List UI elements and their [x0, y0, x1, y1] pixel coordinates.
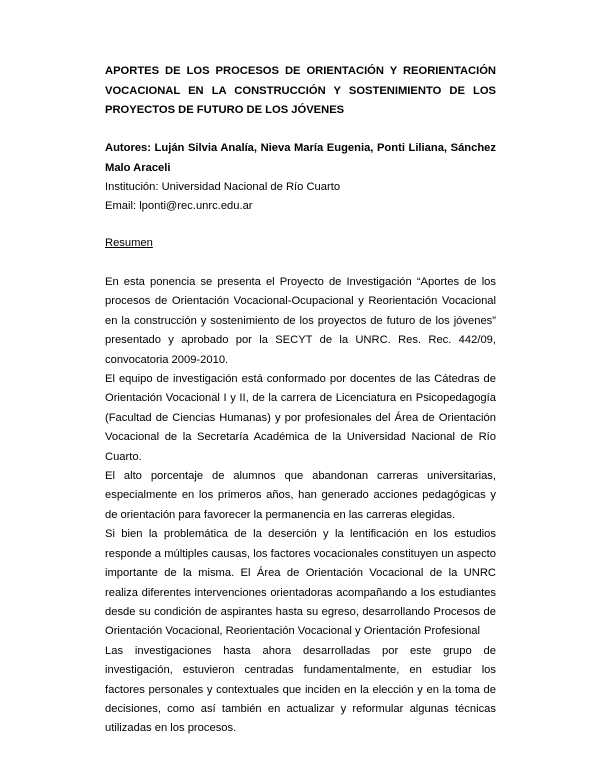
section-heading-resumen: Resumen	[105, 237, 153, 249]
abstract-paragraph-1: En esta ponencia se presenta el Proyecto de Investigación “Aportes de los procesos de Orientación Vocacional-Ocupacional y Reorientación Vocacional en la construcción y sostenimiento de los proyectos de futuro de los jóvenes” presentado y aprobado por la SECYT de la UNRC. Res. Rec. 442/09, convocatoria 2009-2010.	[105, 276, 496, 366]
authors-line: Autores: Luján Silvia Analía, Nieva María Eugenia, Ponti Liliana, Sánchez Malo Araceli	[105, 142, 496, 174]
email-line: Email: lponti@rec.unrc.edu.ar	[105, 200, 253, 212]
abstract-paragraph-5: Las investigaciones hasta ahora desarrolladas por este grupo de investigación, estuvieron centradas fundamentalmente, en estudiar los factores personales y contextuales que inciden en la elección y en la toma de decisiones, como así también en actualizar y reformular algunas técnicas utilizadas en los procesos.	[105, 644, 496, 735]
document-title: APORTES DE LOS PROCESOS DE ORIENTACIÓN Y REORIENTACIÓN VOCACIONAL EN LA CONSTRUCCIÓN Y SOSTENIMIENTO DE LOS PROYECTOS DE FUTURO DE LOS JÓVENES	[105, 65, 496, 116]
abstract-body	[105, 273, 496, 739]
institution-line: Institución: Universidad Nacional de Río Cuarto	[105, 181, 341, 193]
abstract-paragraph-4: Si bien la problemática de la deserción y la lentificación en los estudios responde a múltiples causas, los factores vocacionales constituyen un aspecto importante de la misma. El Área de Orientación Vocacional de la UNRC realiza diferentes intervenciones orientadoras acompañando a los estudiantes desde su condición de aspirantes hasta su egreso, desarrollando Procesos de Orientación Vocacional, Reorientación Vocacional y Orientación Profesional	[105, 528, 496, 638]
abstract-paragraph-2: El equipo de investigación está conformado por docentes de las Cátedras de Orientación Vocacional I y II, de la carrera de Licenciatura en Psicopedagogía (Facultad de Ciencias Humanas) y por profesionales del Área de Orientación Vocacional de la Secretaría Académica de la Universidad Nacional de Río Cuarto.	[105, 373, 496, 463]
abstract-paragraph-3: El alto porcentaje de alumnos que abandonan carreras universitarias, especialmente en los primeros años, han generado acciones pedagógicas y de orientación para favorecer la permanencia en las carreras elegidas.	[105, 470, 496, 521]
